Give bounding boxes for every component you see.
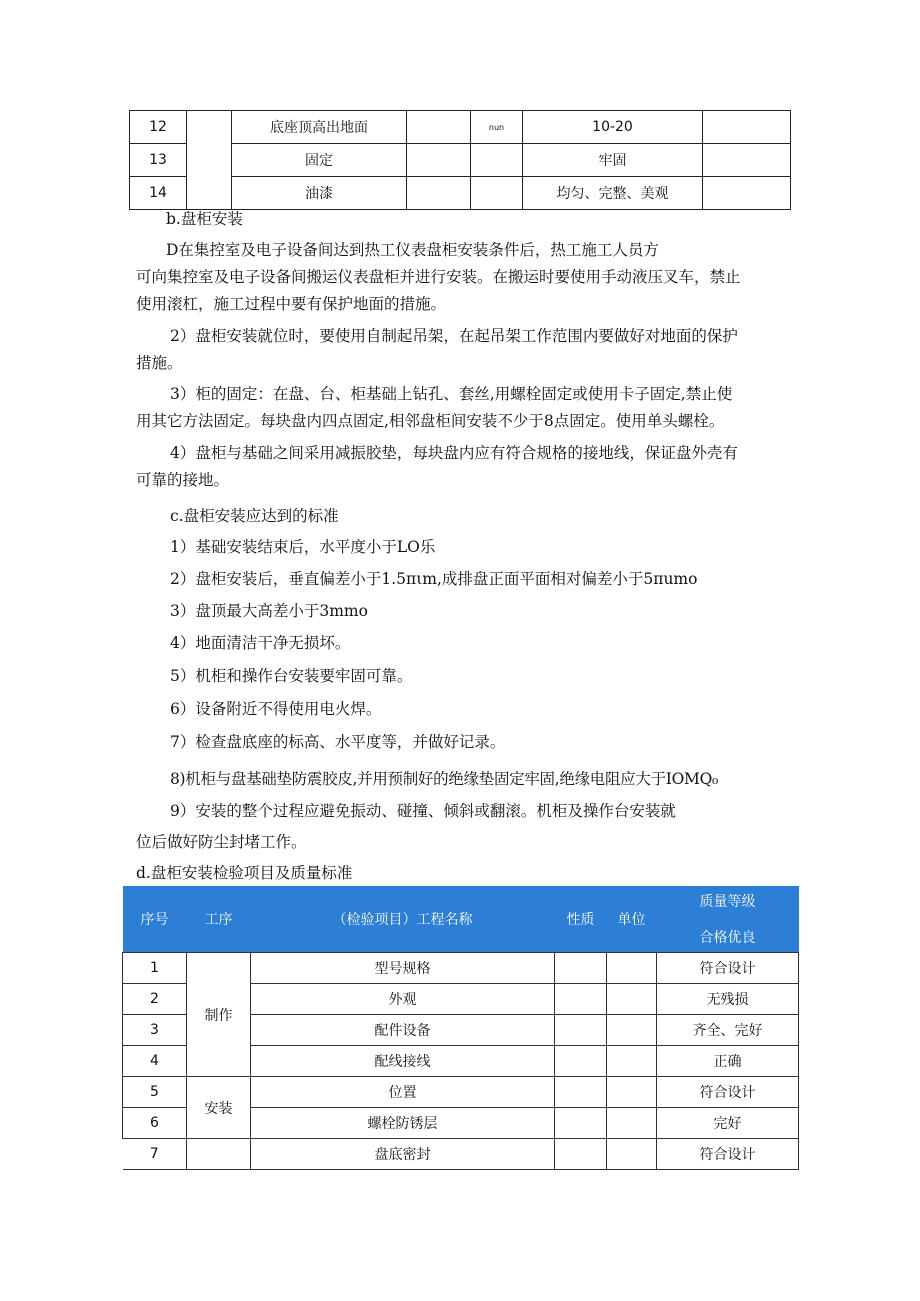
item-name: 位置 xyxy=(251,1077,555,1108)
paragraph-line: 措施。 xyxy=(136,354,183,372)
quality-cell: 符合设计 xyxy=(657,1139,799,1170)
row-number: 6 xyxy=(123,1108,187,1139)
table-row xyxy=(123,1077,799,1108)
item-name: 底座顶高出地面 xyxy=(232,111,407,144)
item-name: 油漆 xyxy=(232,177,407,210)
quality-cell: 完好 xyxy=(657,1108,799,1139)
header-quality xyxy=(657,886,799,953)
quality-standard-table xyxy=(122,886,799,1170)
item-name: 配线接线 xyxy=(251,1046,555,1077)
row-number: 13 xyxy=(130,144,187,177)
paragraph-line: 可向集控室及电子设备间搬运仪表盘柜并进行安装。在搬运时要使用手动液压叉车，禁止 xyxy=(136,268,741,286)
row-number: 4 xyxy=(123,1046,187,1077)
paragraph-line: 3）柜的固定：在盘、台、柜基础上钻孔、套丝,用螺栓固定或使用卡子固定,禁止使 xyxy=(170,385,733,403)
unit-cell xyxy=(607,1077,657,1108)
unit-cell xyxy=(471,177,523,210)
nature-cell xyxy=(407,177,471,210)
paragraph-line: 4）盘柜与基础之间采用减振胶垫，每块盘内应有符合规格的接地线，保证盘外壳有 xyxy=(170,444,738,462)
header-nature: 性质 xyxy=(555,886,607,953)
standard-item: 5）机柜和操作台安装要牢固可靠。 xyxy=(170,667,413,685)
row-number: 14 xyxy=(130,177,187,210)
unit-cell xyxy=(607,1015,657,1046)
quality-cell: 正确 xyxy=(657,1046,799,1077)
row-number: 7 xyxy=(123,1139,187,1170)
standard-item: 8)机柜与盘基础垫防震胶皮,并用预制好的绝缘垫固定牢固,绝缘电阻应大于IOMQ₀ xyxy=(170,770,718,788)
extra-cell xyxy=(703,111,791,144)
process-group: 制作 xyxy=(187,953,251,1077)
extra-cell xyxy=(703,144,791,177)
row-number: 1 xyxy=(123,953,187,984)
standard-item: 6）设备附近不得使用电火焊。 xyxy=(170,700,382,718)
process-cell xyxy=(187,111,232,210)
item-name: 固定 xyxy=(232,144,407,177)
paragraph-line: 使用滚杠，施工过程中要有保护地面的措施。 xyxy=(136,295,447,313)
process-group: 安装 xyxy=(187,1077,251,1139)
header-unit: 单位 xyxy=(607,886,657,953)
unit-cell xyxy=(471,144,523,177)
paragraph-line: 用其它方法固定。每块盘内四点固定,相邻盘柜间安装不少于8点固定。使用单头螺栓。 xyxy=(136,412,725,430)
nature-cell xyxy=(555,953,607,984)
table-row xyxy=(123,953,799,984)
table-header-row xyxy=(123,886,799,953)
unit-cell xyxy=(607,1046,657,1077)
section-d-heading: d.盘柜安装检验项目及质量标准 xyxy=(136,864,353,882)
item-name: 外观 xyxy=(251,984,555,1015)
paragraph-line: D在集控室及电子设备间达到热工仪表盘柜安装条件后，热工施工人员方 xyxy=(166,241,659,259)
standard-item: 1）基础安装结束后，水平度小于LO乐 xyxy=(170,538,436,556)
row-number: 3 xyxy=(123,1015,187,1046)
header-quality-pass: 合格优良 xyxy=(699,930,756,946)
process-group xyxy=(187,1139,251,1170)
row-number: 2 xyxy=(123,984,187,1015)
unit-cell xyxy=(607,984,657,1015)
quality-cell: 齐全、完好 xyxy=(657,1015,799,1046)
extra-cell xyxy=(703,177,791,210)
standard-item: 7）检查盘底座的标高、水平度等，并做好记录。 xyxy=(170,733,506,751)
nature-cell xyxy=(407,144,471,177)
header-number: 序号 xyxy=(123,886,187,953)
unit-cell xyxy=(607,1139,657,1170)
item-name: 螺栓防锈层 xyxy=(251,1108,555,1139)
quality-cell: 无残损 xyxy=(657,984,799,1015)
standard-cell: 10-20 xyxy=(523,111,703,144)
unit-cell xyxy=(607,1108,657,1139)
nature-cell xyxy=(555,1046,607,1077)
header-process: 工序 xyxy=(187,886,251,953)
nature-cell xyxy=(407,111,471,144)
row-number: 12 xyxy=(130,111,187,144)
unit-cell xyxy=(607,953,657,984)
top-inspection-table xyxy=(129,110,791,210)
standard-cell: 均匀、完整、美观 xyxy=(523,177,703,210)
header-item-name: （检验项目）工程名称 xyxy=(251,886,555,953)
standard-item-continuation: 位后做好防尘封堵工作。 xyxy=(136,833,307,851)
standard-item: 3）盘顶最大高差小于3mmo xyxy=(170,602,368,620)
nature-cell xyxy=(555,1015,607,1046)
paragraph-line: 可靠的接地。 xyxy=(136,471,230,489)
row-number: 5 xyxy=(123,1077,187,1108)
nature-cell xyxy=(555,1139,607,1170)
table-row xyxy=(123,1139,799,1170)
item-name: 型号规格 xyxy=(251,953,555,984)
quality-cell: 符合设计 xyxy=(657,953,799,984)
standard-item: 9）安装的整个过程应避免振动、碰撞、倾斜或翻滚。机柜及操作台安装就 xyxy=(170,802,676,820)
item-name: 盘底密封 xyxy=(251,1139,555,1170)
standard-item: 2）盘柜安装后，垂直偏差小于1.5πιm,成排盘正面平面相对偏差小于5πumo xyxy=(170,570,698,588)
section-c-heading: c.盘柜安装应达到的标准 xyxy=(170,507,339,525)
standard-item: 4）地面清洁干净无损坏。 xyxy=(170,634,351,652)
nature-cell xyxy=(555,1108,607,1139)
standard-cell: 牢固 xyxy=(523,144,703,177)
unit-cell: nun xyxy=(471,111,523,144)
table-row xyxy=(130,111,791,144)
quality-cell: 符合设计 xyxy=(657,1077,799,1108)
header-quality-grade: 质量等级 xyxy=(699,894,756,910)
nature-cell xyxy=(555,984,607,1015)
paragraph-line: 2）盘柜安装就位时，要使用自制起吊架，在起吊架工作范围内要做好对地面的保护 xyxy=(170,327,738,345)
section-b-heading: b.盘柜安装 xyxy=(166,210,243,228)
item-name: 配件设备 xyxy=(251,1015,555,1046)
nature-cell xyxy=(555,1077,607,1108)
